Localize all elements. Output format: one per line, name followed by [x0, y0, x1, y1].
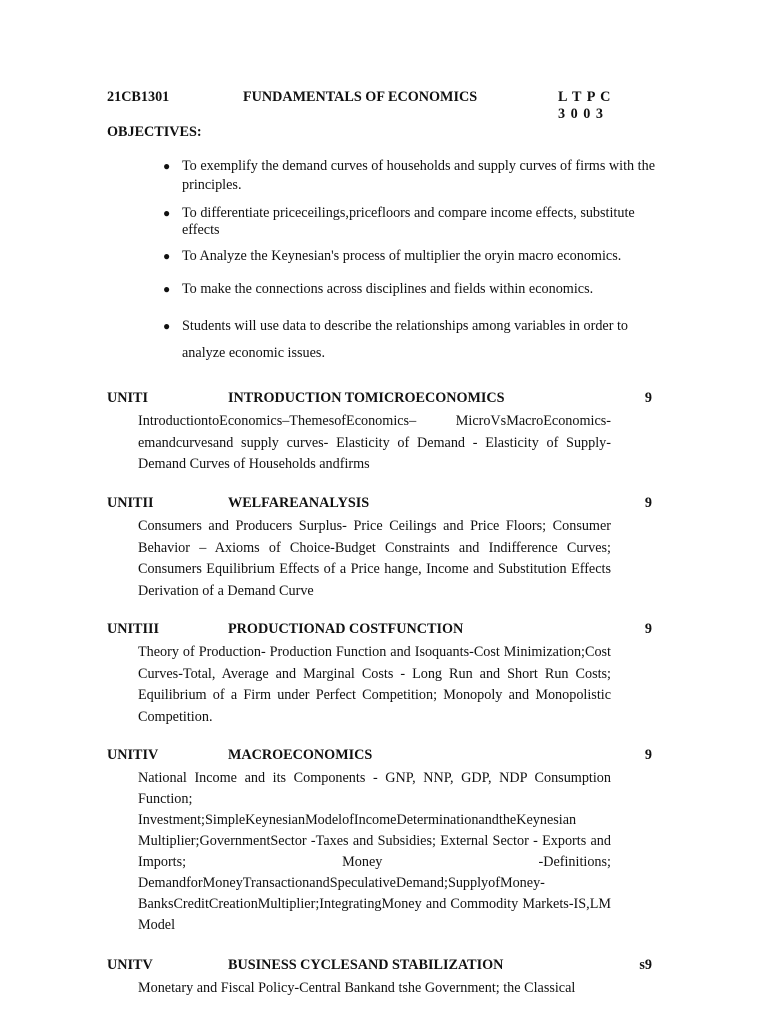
- unit-hours: 9: [644, 390, 652, 406]
- unit-title: WELFAREANALYSIS: [228, 495, 370, 511]
- objectives-heading: OBJECTIVES:: [107, 124, 202, 140]
- bullet-icon: ●: [163, 206, 171, 220]
- objective-item: [160, 247, 670, 266]
- unit-number: UNITII: [107, 495, 154, 511]
- unit-title: INTRODUCTION TOMICROECONOMICS: [228, 390, 505, 406]
- objective-text: To make the connections across disciplines and fields within economics.: [182, 281, 594, 297]
- objective-text: To exemplify the demand curves of households and supply curves of firms with the principles.: [182, 158, 656, 193]
- unit-body: [138, 411, 611, 476]
- bullet-icon: ●: [163, 282, 171, 296]
- unit-body-text: National Income and its Components - GNP, NNP, GDP, NDP Consumption Function; Investment;SimpleKeynesianModelofIncomeDeterminationandtheKeynesian Multiplier;GovernmentSector -Taxes and Subsidies; External Sector - Exports and Imports; Money -Definitions; DemandforMoneyTransactionandSpeculativeDemand;SupplyofMoney-BanksCreditCreationMultiplier;IntegratingMoney and Commodity Markets-IS,LM Model: [138, 770, 611, 933]
- unit-body: [138, 768, 611, 936]
- unit-heading: [107, 390, 652, 410]
- unit-title: PRODUCTIONAD COSTFUNCTION: [228, 621, 464, 637]
- objective-text: Students will use data to describe the relationships among variables in order to analyze economic issues.: [182, 318, 629, 361]
- objectives-list: [160, 157, 670, 367]
- unit-section: [107, 621, 652, 728]
- course-title: FUNDAMENTALS OF ECONOMICS: [243, 89, 478, 105]
- unit-body: [138, 642, 611, 728]
- objective-item: [160, 280, 670, 299]
- unit-hours: 9: [644, 621, 652, 637]
- bullet-icon: ●: [163, 319, 171, 333]
- unit-number: UNITI: [107, 390, 148, 406]
- unit-heading: [107, 621, 652, 641]
- unit-hours: 9: [644, 747, 652, 763]
- unit-title: BUSINESS CYCLESAND STABILIZATION: [228, 957, 504, 973]
- unit-number: UNITV: [107, 957, 153, 973]
- bullet-icon: ●: [163, 249, 171, 263]
- unit-heading: [107, 747, 652, 767]
- unit-section: [107, 957, 652, 1000]
- unit-section: [107, 390, 652, 476]
- unit-hours: s9: [639, 957, 652, 973]
- unit-section: [107, 747, 652, 936]
- ltpc-values: 3 0 0 3: [558, 106, 605, 122]
- unit-number: UNITIV: [107, 747, 159, 763]
- ltpc-label: L T P C: [558, 89, 612, 105]
- objective-item: [160, 313, 670, 367]
- objective-text: To Analyze the Keynesian's process of multiplier the oryin macro economics.: [182, 248, 622, 264]
- unit-title: MACROECONOMICS: [228, 747, 373, 763]
- course-code: 21CB1301: [107, 89, 170, 105]
- bullet-icon: ●: [163, 159, 171, 173]
- unit-heading: [107, 957, 652, 977]
- unit-hours: 9: [644, 495, 652, 511]
- objective-item: [160, 205, 670, 239]
- unit-heading: [107, 495, 652, 515]
- objective-text: To differentiate priceceilings,pricefloors and compare income effects, substitute effects: [182, 205, 635, 238]
- unit-body-text: Consumers and Producers Surplus- Price Ceilings and Price Floors; Consumer Behavior – Axioms of Choice-Budget Constraints and Indifference Curves; Consumers Equilibrium Effects of a Price hange, Income and Substitution Effects Derivation of a Demand Curve: [138, 518, 611, 599]
- unit-number: UNITIII: [107, 621, 160, 637]
- unit-section: [107, 495, 652, 602]
- unit-body: [138, 516, 611, 602]
- unit-body: [138, 978, 611, 1000]
- unit-body-text: Theory of Production- Production Function and Isoquants-Cost Minimization;Cost Curves-Total, Average and Marginal Costs - Long Run and Short Run Costs; Equilibrium of a Firm under Perfect Competition; Monopoly and Monopolistic Competition.: [138, 644, 611, 725]
- objective-item: [160, 157, 670, 195]
- unit-body-text: Monetary and Fiscal Policy-Central Bankand tshe Government; the Classical: [138, 980, 576, 996]
- unit-body-text: IntroductiontoEconomics–ThemesofEconomics– MicroVsMacroEconomics-emandcurvesand supply curves- Elasticity of Demand - Elasticity of Supply- Demand Curves of Households andfirms: [138, 413, 611, 472]
